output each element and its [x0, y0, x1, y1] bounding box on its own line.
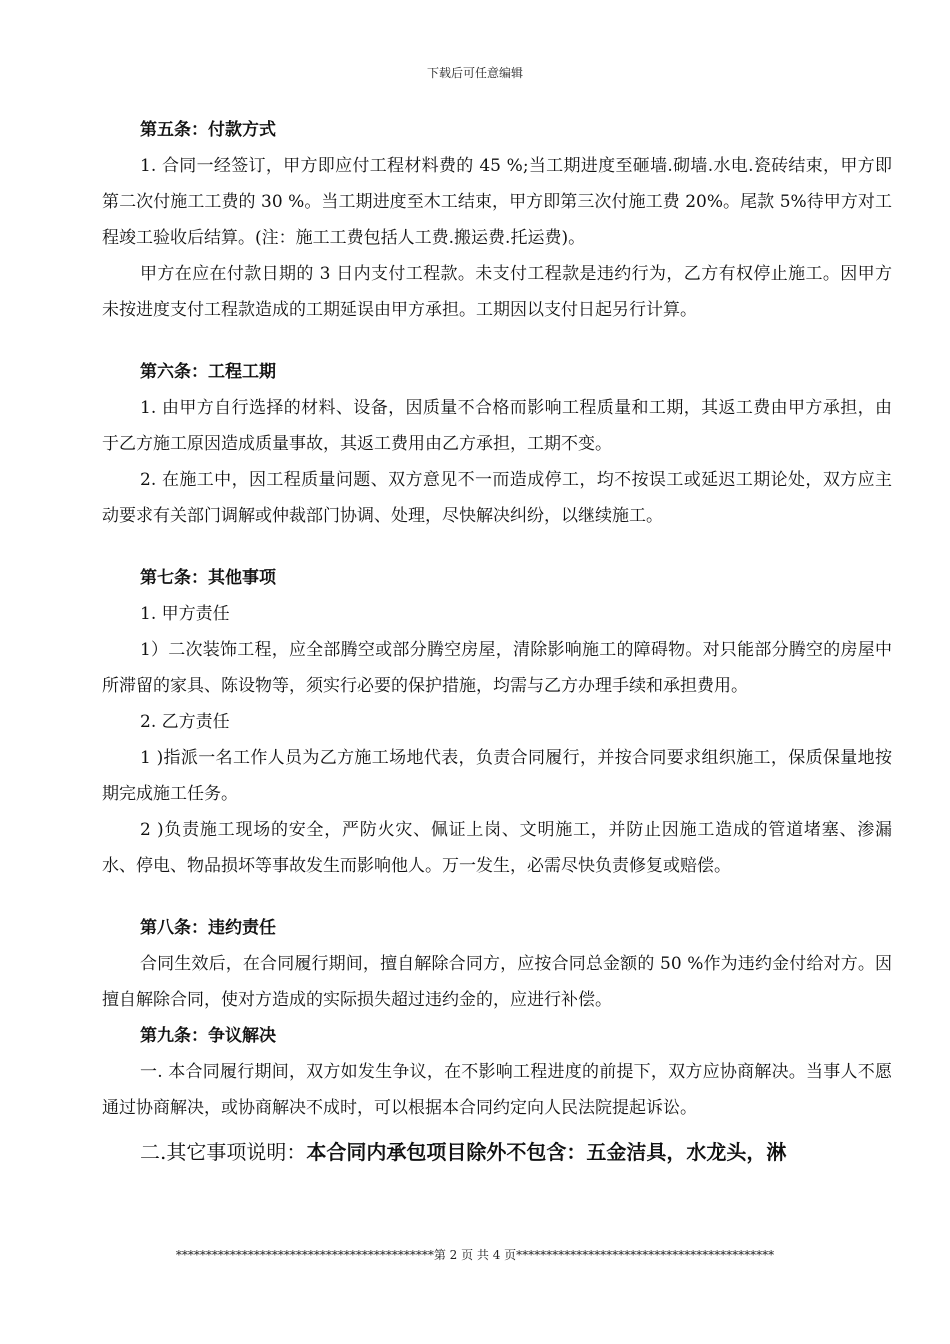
section-7-party-a-item-1: 1）二次装饰工程，应全部腾空或部分腾空房屋，清除影响施工的障碍物。对只能部分腾空的房屋中所滞留的家具、陈设物等，须实行必要的保护措施，均需与乙方办理手续和承担费用。	[102, 640, 892, 696]
section-8-para-1: 合同生效后，在合同履行期间，擅自解除合同方，应按合同总金额的 50 %作为违约金付给对方。因擅自解除合同，使对方造成的实际损失超过违约金的，应进行补偿。	[102, 954, 892, 1010]
section-6-para-1: 1. 由甲方自行选择的材料、设备，因质量不合格而影响工程质量和工期，其返工费由甲方承担，由于乙方施工原因造成质量事故，其返工费用由乙方承担，工期不变。	[102, 398, 892, 454]
section-6-para-2: 2. 在施工中，因工程质量问题、双方意见不一而造成停工，均不按误工或延迟工期论处，双方应主动要求有关部门调解或仲裁部门协调、处理，尽快解决纠纷，以继续施工。	[102, 470, 892, 526]
section-5-para-1: 1. 合同一经签订，甲方即应付工程材料费的 45 %;当工期进度至砸墙.砌墙.水电.瓷砖结束，甲方即第二次付施工工费的 30 %。当工期进度至木工结束，甲方即第三次付施工费 20%。尾款 5%待甲方对工程竣工验收后结算。(注：施工工费包括人工费.搬运费.托运费)。	[102, 156, 892, 248]
other-matters-bold-text: 本合同内承包项目除外不包含：五金洁具，水龙头，淋	[306, 1140, 787, 1164]
section-8-heading: 第八条：违约责任	[140, 918, 276, 938]
section-9-heading: 第九条：争议解决	[140, 1026, 276, 1046]
section-7-party-b-item-2: 2 )负责施工现场的安全，严防火灾、佩证上岗、文明施工，并防止因施工造成的管道堵塞、渗漏水、停电、物品损坏等事故发生而影响他人。万一发生，必需尽快负责修复或赔偿。	[102, 820, 892, 876]
page-header: 下载后可任意编辑	[426, 66, 523, 80]
section-6-heading: 第六条：工程工期	[140, 362, 276, 382]
section-7-party-b-title: 2. 乙方责任	[140, 712, 230, 732]
section-7-heading: 第七条：其他事项	[140, 568, 276, 588]
section-7-party-b-item-1: 1 )指派一名工作人员为乙方施工场地代表，负责合同履行，并按合同要求组织施工，保质保量地按期完成施工任务。	[102, 748, 892, 804]
section-5-para-2: 甲方在应在付款日期的 3 日内支付工程款。未支付工程款是违约行为，乙方有权停止施工。因甲方未按进度支付工程款造成的工期延误由甲方承担。工期因以支付日起另行计算。	[102, 264, 892, 320]
section-5-heading: 第五条：付款方式	[140, 120, 276, 140]
document-body	[102, 112, 892, 1174]
section-7-party-a-title: 1. 甲方责任	[140, 604, 230, 624]
other-matters-line	[102, 1130, 892, 1174]
section-9-para-1: 一. 本合同履行期间，双方如发生争议，在不影响工程进度的前提下，双方应协商解决。当事人不愿通过协商解决，或协商解决不成时，可以根据本合同约定向人民法院提起诉讼。	[102, 1062, 892, 1118]
other-matters-prefix: 二.其它事项说明：	[140, 1140, 307, 1164]
page-footer: *******************************************第 2 页 共 4 页*******************************************	[175, 1248, 775, 1262]
